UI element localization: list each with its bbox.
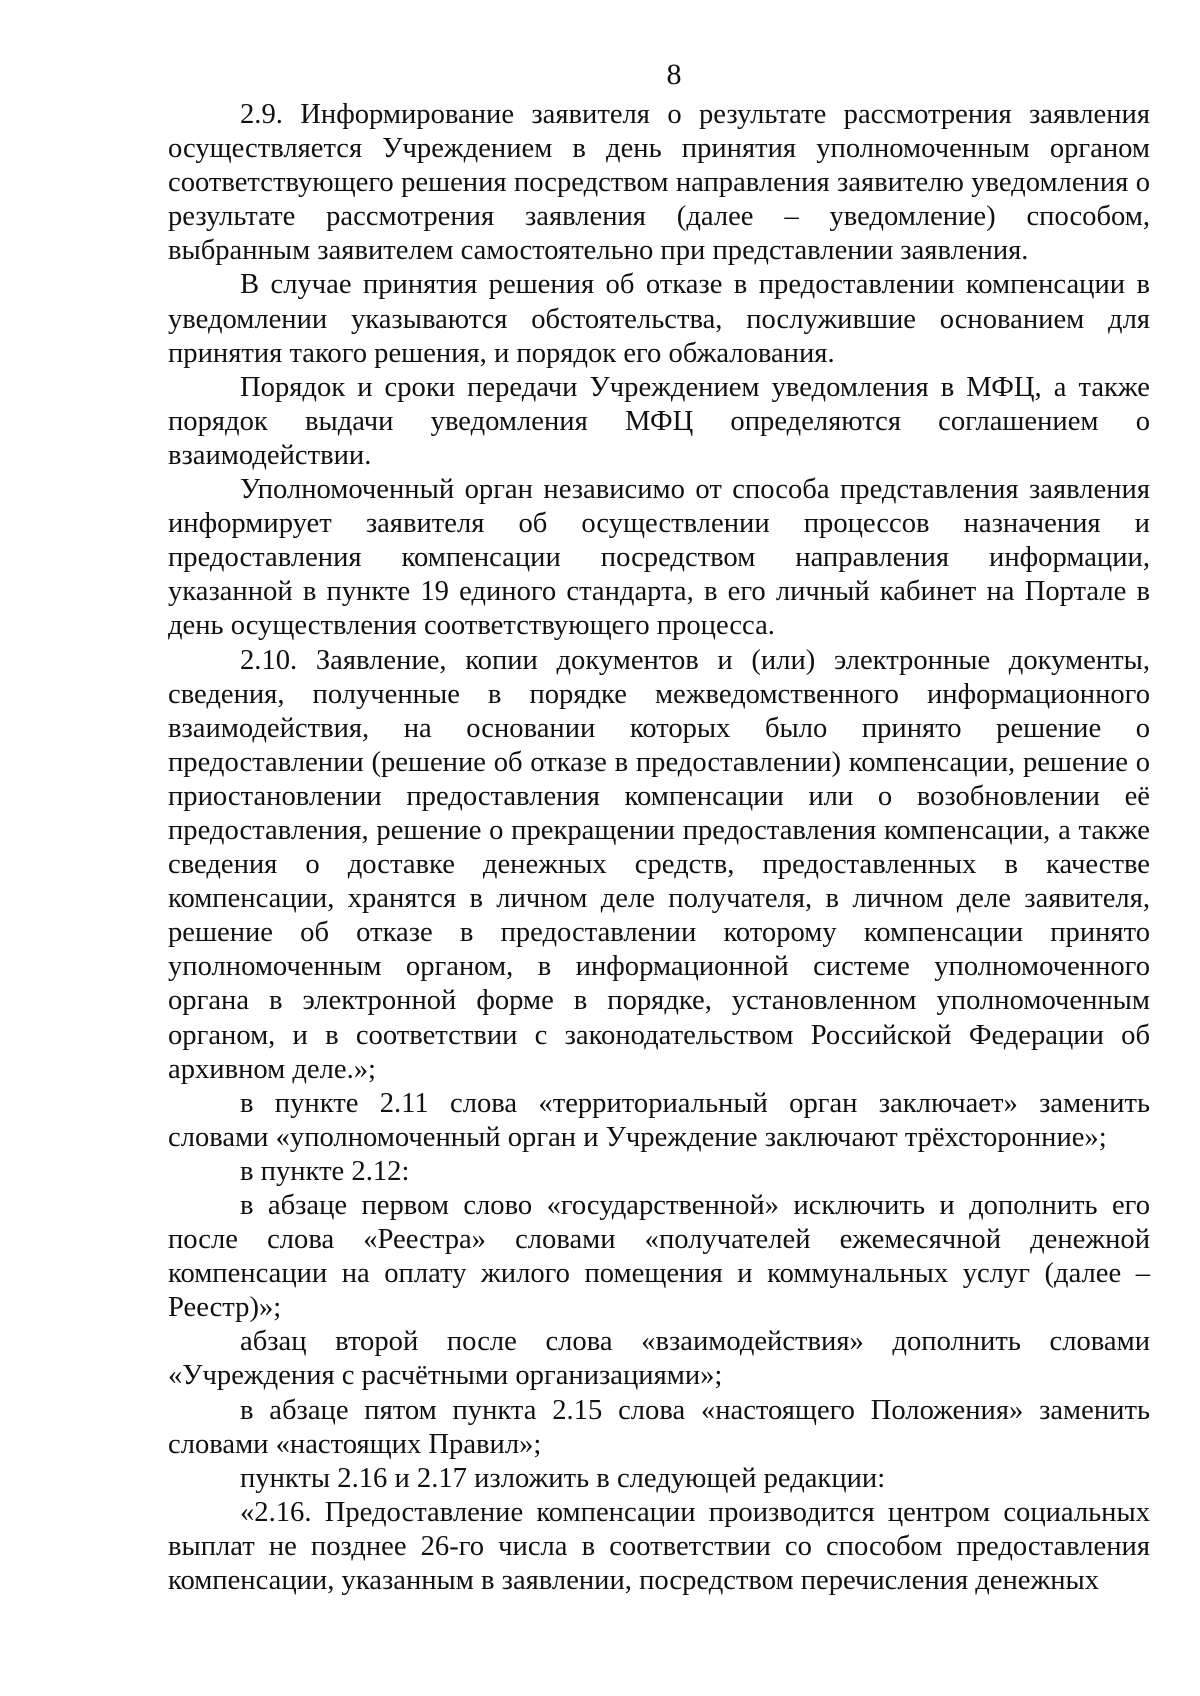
paragraph-authority-informs: Уполномоченный орган независимо от способа представления заявления информирует заявителя об осуществлении процессов назначения и предоставления компенсации посредством направления информации, указанной в пункте 19 единого стандарта, в его личный кабинет на Портале в день осуществления соответствующего процесса. <box>168 474 1150 642</box>
page-number: 8 <box>666 58 682 91</box>
paragraph-item-2-15: в абзаце пятом пункта 2.15 слова «настоящего Положения» заменить словами «настоящих Правил»; <box>168 1394 1150 1460</box>
paragraph-item-2-12: в пункте 2.12: <box>240 1155 410 1187</box>
paragraph-items-2-16-2-17: пункты 2.16 и 2.17 изложить в следующей редакции: <box>240 1462 886 1494</box>
paragraph-2-9: 2.9. Информирование заявителя о результате рассмотрения заявления осуществляется Учреждением в день принятия уполномоченным органом соответствующего решения посредством направления заявителю уведомления о результате рассмотрения заявления (далее – уведомление) способом, выбранным заявителем самостоятельно при представлении заявления. <box>168 99 1150 267</box>
paragraph-mfc-procedure: Порядок и сроки передачи Учреждением уведомления в МФЦ, а также порядок выдачи уведомления МФЦ определяются соглашением о взаимодействии. <box>168 371 1150 471</box>
paragraph-second-abzac: абзац второй после слова «взаимодействия» дополнить словами «Учреждения с расчётными организациями»; <box>168 1326 1150 1392</box>
document-page <box>168 58 1150 1598</box>
paragraph-refusal-notice: В случае принятия решения об отказе в предоставлении компенсации в уведомлении указываются обстоятельства, послужившие основанием для принятия такого решения, и порядок его обжалования. <box>168 269 1150 369</box>
paragraph-item-2-11: в пункте 2.11 слова «территориальный орган заключает» заменить словами «уполномоченный орган и Учреждение заключают трёхсторонние»; <box>168 1087 1150 1153</box>
paragraph-2-16: «2.16. Предоставление компенсации производится центром социальных выплат не позднее 26-го числа в соответствии со способом предоставления компенсации, указанным в заявлении, посредством перечисления денежных <box>168 1496 1150 1597</box>
paragraph-first-abzac: в абзаце первом слово «государственной» исключить и дополнить его после слова «Реестра» словами «получателей ежемесячной денежной компенсации на оплату жилого помещения и коммунальных услуг (далее – Реестр)»; <box>168 1190 1150 1324</box>
paragraph-2-10: 2.10. Заявление, копии документов и (или) электронные документы, сведения, полученные в порядке межведомственного информационного взаимодействия, на основании которых было принято решение о предоставлении (решение об отказе в предоставлении) компенсации, решение о приостановлении предоставления компенсации или о возобновлении её предоставления, решение о прекращении предоставления компенсации, а также сведения о доставке денежных средств, предоставленных в качестве компенсации, хранятся в личном деле получателя, в личном деле заявителя, решение об отказе в предоставлении которому компенсации принято уполномоченным органом, в информационной системе уполномоченного органа в электронной форме в порядке, установленном уполномоченным органом, и в соответствии с законодательством Российской Федерации об архивном деле.»; <box>168 644 1150 1085</box>
